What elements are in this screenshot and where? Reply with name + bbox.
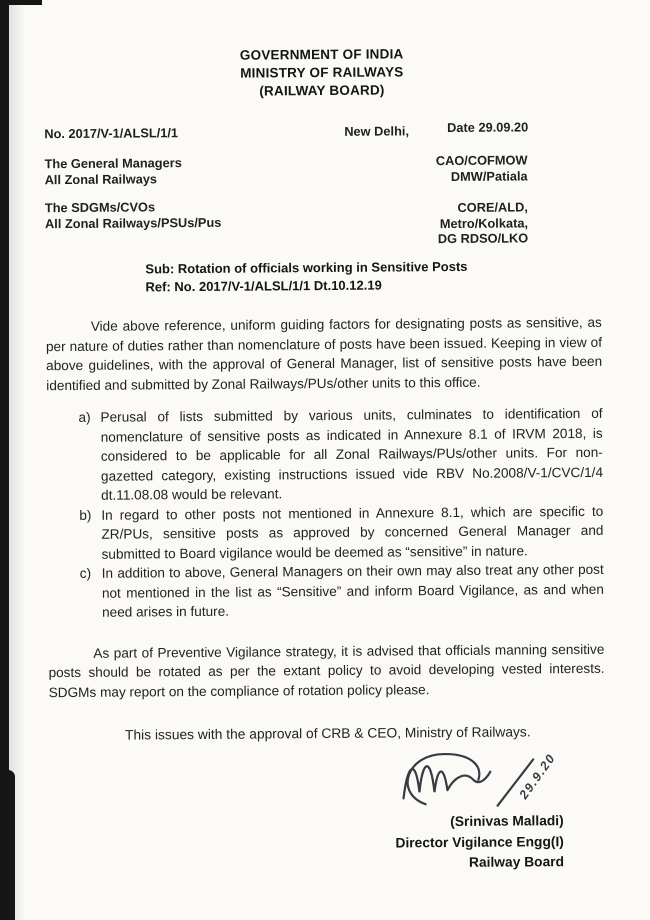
date-line: Date 29.09.20 bbox=[447, 119, 529, 136]
scan-edge-top-left bbox=[0, 0, 42, 5]
list-item-marker: b) bbox=[79, 507, 92, 523]
list-item bbox=[78, 404, 603, 506]
addressee-2-right bbox=[438, 199, 529, 246]
body-paragraph-2: As part of Preventive Vigilance strategy, it is advised that officials manning sensitive posts should be rotated as per the extant policy to avoid developing vested interests. SDGMs may report on the compliance of rotation policy please. bbox=[48, 641, 605, 700]
addressee-line: DG RDSO/LKO bbox=[437, 230, 529, 247]
addressee-line: CAO/COFMOW bbox=[435, 152, 528, 169]
handwritten-date: 29.9.20 bbox=[516, 751, 559, 802]
addressee-line: All Zonal Railways bbox=[44, 170, 158, 187]
list-item-text: Perusal of lists submitted by various units, culminates to identification of nomenclature of sensitive posts as indicated in Annexure 8.1 of IRVM 2018, is considered to be applicable for all Zonal Railways/PUs/other units. For non-gazetted category, existing instructions issued vide RBV No.2008/V-1/CVC/1/4 dt.11.08.08 would be relevant. bbox=[100, 405, 604, 503]
subject-line: Sub: Rotation of officials working in Sensitive Posts bbox=[145, 258, 468, 277]
body-paragraph-1: Vide above reference, uniform guiding factors for designating posts as sensitive, as per nature of duties rather than nomenclature of posts have been issued. Keeping in view of above guidelines, with the approval of General Manager, list of sensitive posts have been identified and submitted by Zonal Railways/PUs/other units to this office. bbox=[45, 314, 603, 393]
signatory-block bbox=[50, 811, 606, 877]
subject-block bbox=[145, 257, 601, 296]
list-item bbox=[79, 501, 603, 564]
signatory-designation: Director Vigilance Engg(I) bbox=[395, 833, 564, 850]
letter-number: No. 2017/V-1/ALSL/1/1 bbox=[44, 125, 179, 142]
reference-line: Ref: No. 2017/V-1/ALSL/1/1 Dt.10.12.19 bbox=[145, 277, 382, 294]
points-list bbox=[46, 404, 604, 623]
reference-row bbox=[44, 119, 600, 143]
letterhead-line3: (RAILWAY BOARD) bbox=[259, 82, 385, 99]
signatory-name: (Srinivas Malladi) bbox=[450, 813, 564, 830]
approval-line: This issues with the approval of CRB & CEO, Ministry of Railways. bbox=[124, 724, 531, 743]
addressee-line: CORE/ALD, bbox=[457, 199, 528, 215]
addressee-1-right bbox=[436, 152, 528, 184]
list-item-marker: a) bbox=[78, 409, 91, 425]
signature-area bbox=[49, 747, 605, 815]
letterhead bbox=[44, 44, 600, 102]
addressee-line: DMW/Patiala bbox=[450, 167, 528, 184]
addressee-block-1 bbox=[44, 152, 600, 187]
addressee-line: All Zonal Railways/PSUs/Pus bbox=[44, 214, 222, 231]
letterhead-line2: MINISTRY OF RAILWAYS bbox=[240, 64, 404, 81]
addressee-line: Metro/Kolkata, bbox=[439, 214, 529, 231]
list-item bbox=[80, 560, 604, 623]
letter-content bbox=[43, 0, 606, 877]
signatory-organization: Railway Board bbox=[468, 854, 565, 870]
letterhead-line1: GOVERNMENT OF INDIA bbox=[239, 46, 404, 63]
scan-edge-bottom-left bbox=[0, 770, 15, 920]
place-line: New Delhi, bbox=[344, 123, 410, 139]
addressee-line: The General Managers bbox=[44, 155, 182, 172]
list-item-text: In regard to other posts not mentioned in Annexure 8.1, which are specific to ZR/PUs, sensitive posts as approved by concerned General Manager and submitted to Board vigilance would be deemed as “sensitive” in nature. bbox=[101, 503, 604, 562]
addressee-line: The SDGMs/CVOs bbox=[44, 199, 156, 216]
list-item-text: In addition to above, General Managers on their own may also treat any other post not mentioned in the list as “Sensitive” and inform Board Vigilance, as and when need arises in future. bbox=[101, 561, 604, 620]
addressee-block-2 bbox=[44, 196, 601, 247]
list-item-marker: c) bbox=[79, 565, 92, 581]
